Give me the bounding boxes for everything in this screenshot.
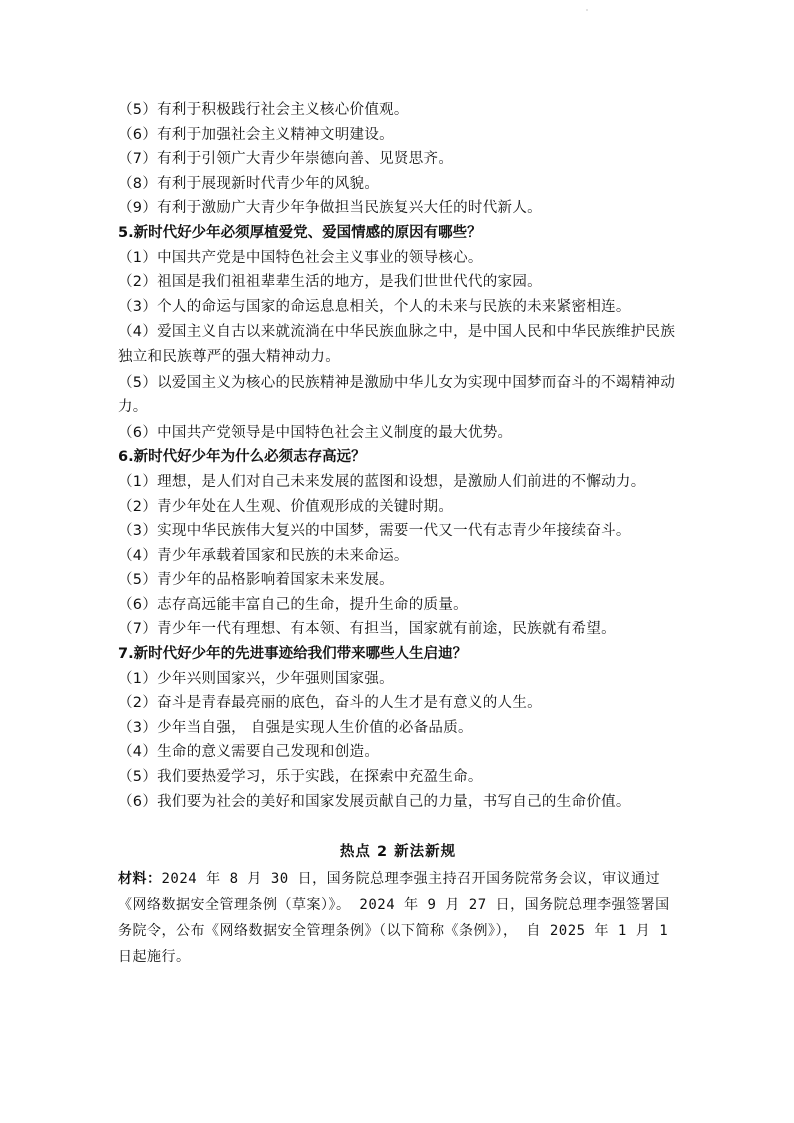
answer-item: （3）个人的命运与国家的命运息息相关，个人的未来与民族的未来紧密相连。	[118, 298, 631, 315]
benefit-item: （5）有利于积极践行社会主义核心价值观。	[118, 102, 409, 118]
question-7-title: 7.新时代好少年的先进事迹给我们带来哪些人生启迪？	[118, 646, 468, 663]
question-7	[118, 642, 678, 814]
question-6	[118, 445, 678, 642]
material-paragraph	[118, 866, 678, 970]
answer-item: （1）中国共产党是中国特色社会主义事业的领导核心。	[118, 249, 483, 266]
answer-item: （4）生命的意义需要自己发现和创造。	[118, 744, 380, 761]
answer-item: （5）我们要热爱学习，乐于实践，在探索中充盈生命。	[118, 769, 483, 786]
benefit-item: （7）有利于引领广大青少年崇德向善、见贤思齐。	[118, 151, 454, 168]
benefit-item: （9）有利于激励广大青少年争做担当民族复兴大任的时代新人。	[118, 200, 542, 217]
answer-item: （6）志存高远能丰富自己的生命，提升生命的质量。	[118, 596, 468, 613]
answer-item: （2）奋斗是青春最亮丽的底色，奋斗的人生才是有意义的人生。	[118, 695, 542, 712]
answer-item: （7）青少年一代有理想、有本领、有担当，国家就有前途，民族就有希望。	[118, 621, 616, 638]
question-5-title: 5.新时代好少年必须厚植爱党、爱国情感的原因有哪些？	[118, 224, 482, 241]
question-6-title: 6.新时代好少年为什么必须志存高远？	[118, 449, 366, 466]
answer-item: （2）青少年处在人生观、价值观形成的关键时期。	[118, 498, 454, 515]
answer-item: （4）青少年承载着国家和民族的未来命运。	[118, 547, 409, 564]
answer-item: （1）理想，是人们对自己未来发展的蓝图和设想，是激励人们前进的不懈动力。	[118, 473, 646, 490]
answer-item: （5）青少年的品格影响着国家未来发展。	[118, 572, 394, 589]
answer-item: （3）实现中华民族伟大复兴的中国梦，需要一代又一代有志青少年接续奋斗。	[118, 523, 631, 540]
section-title-hot2: 热点 2 新法新规	[339, 844, 457, 861]
answer-item: （4）爱国主义自古以来就流淌在中华民族血脉之中，是中国人民和中华民族维护民族独立和民族尊严的强大精神动力。	[118, 324, 676, 365]
answer-item: （5）以爱国主义为核心的民族精神是激励中华儿女为实现中国梦而奋斗的不竭精神动力。	[118, 374, 676, 416]
question-5	[118, 221, 678, 445]
material-text: 2024 年 8 月 30 日，国务院总理李强主持召开国务院常务会议，审议通过《网络数据安全管理条例（草案）》。 2024 年 9 月 27 日，国务院总理李强签署国务院令，公布《网络数据安全管理条例》（以下简称《条例》）， 自 2025 年 1 月 1 日起施行。	[118, 871, 670, 966]
answer-item: （3）少年当自强， 自强是实现人生价值的必备品质。	[118, 719, 473, 736]
answer-item: （1）少年兴则国家兴，少年强则国家强。	[118, 670, 394, 687]
block-benefits-list	[118, 98, 678, 221]
material-label: 材料：	[118, 871, 162, 888]
document-content	[118, 98, 678, 970]
scan-mark	[586, 9, 588, 11]
answer-item: （2）祖国是我们祖祖辈辈生活的地方，是我们世世代代的家园。	[118, 274, 542, 291]
benefit-item: （8）有利于展现新时代青少年的风貌。	[118, 175, 380, 192]
answer-item: （6）中国共产党领导是中国特色社会主义制度的最大优势。	[118, 424, 513, 441]
answer-item: （6）我们要为社会的美好和国家发展贡献自己的力量，书写自己的生命价值。	[118, 793, 631, 810]
benefit-item: （6）有利于加强社会主义精神文明建设。	[118, 126, 394, 143]
